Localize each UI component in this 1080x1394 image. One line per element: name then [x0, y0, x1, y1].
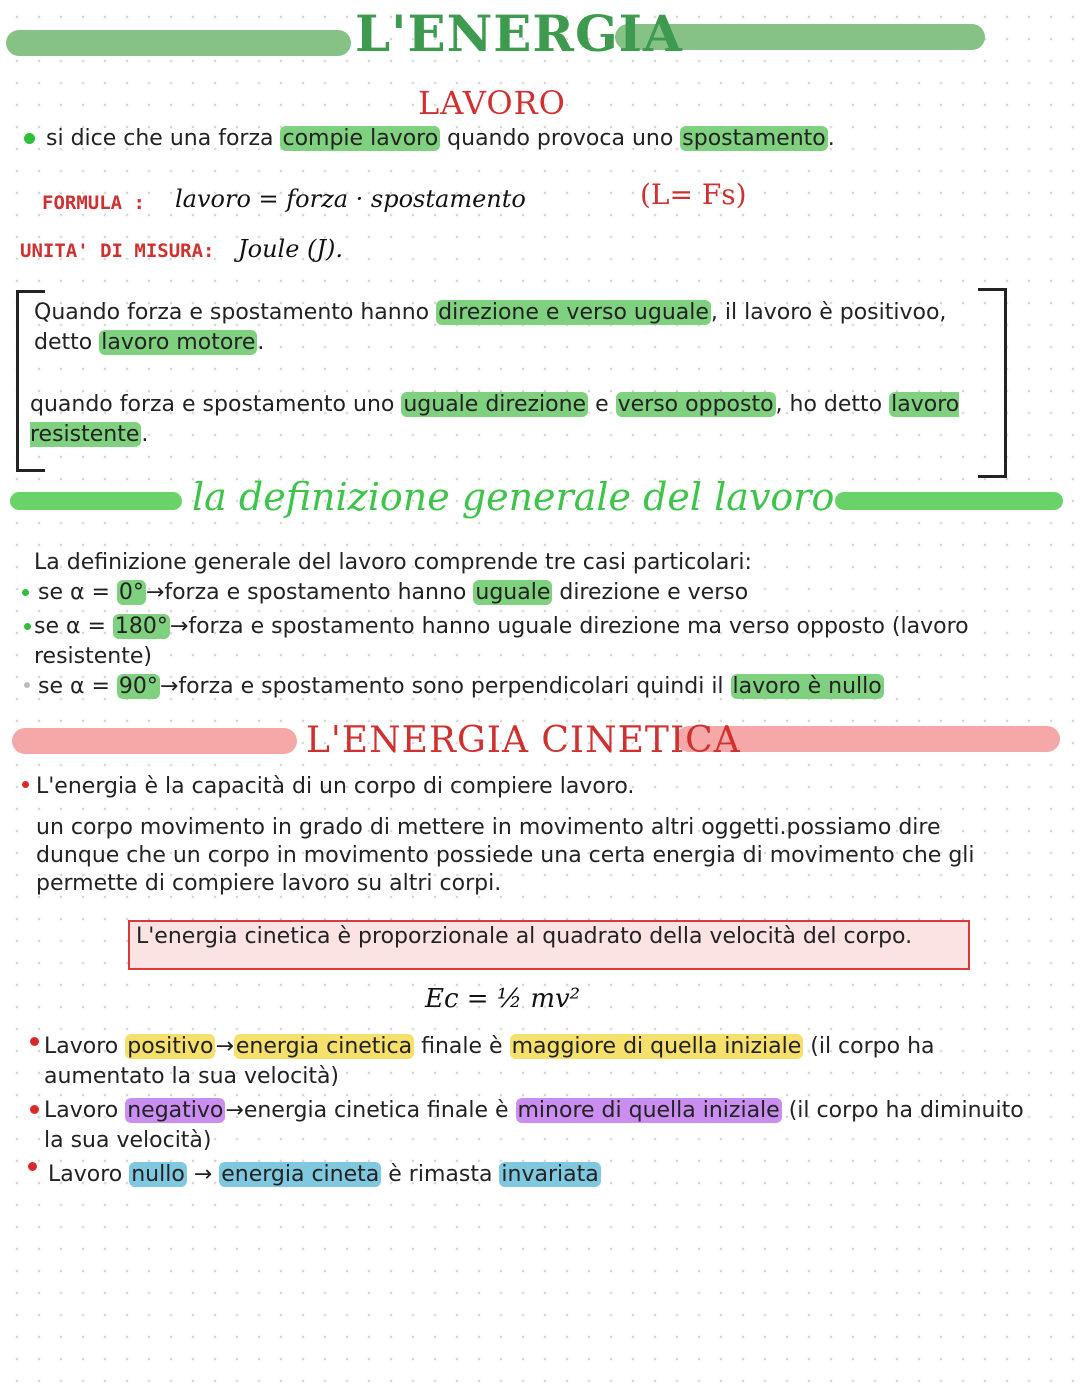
- formula-label: FORMULA :: [42, 192, 145, 214]
- bullet-red: [22, 781, 29, 788]
- definition-bar-right: [835, 492, 1063, 510]
- bullet-red: [30, 1037, 39, 1046]
- highlight: spostamento: [682, 126, 826, 151]
- text: Lavoro: [44, 1034, 126, 1059]
- unit-value: Joule (J).: [238, 235, 344, 263]
- highlight: direzione e verso uguale: [438, 300, 709, 325]
- text: (il corpo ha diminuito la sua velocità): [44, 1098, 1024, 1153]
- text: se α =: [38, 580, 117, 605]
- case-180: [34, 612, 1034, 672]
- text: →forza e spostamento hanno uguale direzione ma verso opposto (lavoro resistente): [34, 614, 969, 669]
- text: direzione e verso: [552, 580, 749, 605]
- text: .: [141, 422, 149, 447]
- text: →forza e spostamento sono perpendicolari quindi il: [159, 674, 731, 699]
- cinetica-bullet-negativo: [44, 1096, 1034, 1156]
- text: si dice che una forza: [46, 126, 281, 151]
- highlight: nullo: [131, 1162, 185, 1187]
- text: →: [186, 1162, 220, 1187]
- lavoro-definition: [46, 124, 835, 154]
- unit-label: UNITA' DI MISURA:: [20, 240, 215, 262]
- angle-highlight: 90°: [118, 674, 158, 699]
- highlight: uguale direzione: [403, 392, 587, 417]
- text: e: [588, 392, 616, 417]
- highlight: maggiore di quella iniziale: [511, 1034, 802, 1059]
- bullet-red: [30, 1105, 39, 1114]
- cinetica-paragraph: un corpo movimento in grado di mettere in movimento altri oggetti.possiamo dire dunque che un corpo in movimento possiede una certa energia di movimento che gli permette di compiere lavoro su altri corpi.: [36, 815, 975, 896]
- cinetica-bullet-nullo: [48, 1160, 601, 1190]
- text: (il corpo ha aumentato la sua velocità): [44, 1034, 935, 1089]
- highlight: positivo: [127, 1034, 214, 1059]
- highlight: verso opposto: [617, 392, 774, 417]
- formula-symbol: (L= Fs): [640, 178, 747, 211]
- highlight: compie lavoro: [282, 126, 439, 151]
- text: →forza e spostamento hanno: [145, 580, 474, 605]
- definition-intro: La definizione generale del lavoro comprende tre casi particolari:: [34, 550, 752, 575]
- text: .: [257, 330, 265, 355]
- text: quando forza e spostamento uno: [30, 392, 402, 417]
- definition-bar-left: [10, 492, 182, 510]
- text: se α =: [38, 674, 117, 699]
- bullet-red: [28, 1162, 37, 1171]
- angle-highlight: 0°: [118, 580, 144, 605]
- cinetica-definition: L'energia è la capacità di un corpo di compiere lavoro.: [36, 774, 635, 799]
- formula-text: lavoro = forza · spostamento: [175, 185, 526, 213]
- text: Lavoro: [44, 1098, 126, 1123]
- text: Lavoro: [48, 1162, 130, 1187]
- highlight: lavoro è nullo: [732, 674, 882, 699]
- header-bar-left: [6, 30, 351, 56]
- section-title-cinetica: L'ENERGIA CINETICA: [306, 720, 741, 761]
- text: finale è: [414, 1034, 510, 1059]
- bullet-green: [24, 133, 35, 144]
- highlight: energia cinetica: [235, 1034, 413, 1059]
- bullet-green: [24, 682, 30, 688]
- text: .: [827, 126, 835, 151]
- bullet-green: [24, 623, 31, 630]
- highlight: lavoro resistente: [30, 392, 960, 447]
- text: , ho detto: [775, 392, 890, 417]
- text: Quando forza e spostamento hanno: [34, 300, 437, 325]
- lavoro-box-p1: [34, 298, 979, 358]
- text: quando provoca uno: [440, 126, 681, 151]
- case-90: [38, 672, 884, 702]
- angle-highlight: 180°: [114, 614, 168, 639]
- lavoro-box-p2: [30, 390, 975, 450]
- highlight: lavoro motore: [101, 330, 256, 355]
- definition-title: la definizione generale del lavoro: [192, 475, 835, 519]
- text: se α =: [34, 614, 113, 639]
- page-title: L'ENERGIA: [355, 4, 683, 63]
- highlight: invariata: [501, 1162, 599, 1187]
- cinetica-bar-left: [12, 728, 297, 754]
- bullet-green: [22, 589, 29, 596]
- bracket-right: [978, 288, 1007, 478]
- highlight: energia cineta: [221, 1162, 380, 1187]
- section-title-lavoro: LAVORO: [418, 84, 566, 122]
- cinetica-box-text: L'energia cinetica è proporzionale al quadrato della velocità del corpo.: [136, 924, 913, 949]
- text: è rimasta: [381, 1162, 500, 1187]
- highlight: uguale: [475, 580, 551, 605]
- text: →energia cinetica finale è: [225, 1098, 516, 1123]
- cinetica-bullet-positivo: [44, 1032, 1034, 1092]
- highlight: negativo: [127, 1098, 224, 1123]
- case-0: [38, 578, 748, 608]
- cinetica-formula: Ec = ½ mv²: [425, 984, 581, 1014]
- text: →: [215, 1034, 234, 1059]
- highlight: minore di quella iniziale: [517, 1098, 780, 1123]
- text: , il lavoro è positivoo, detto: [34, 300, 947, 355]
